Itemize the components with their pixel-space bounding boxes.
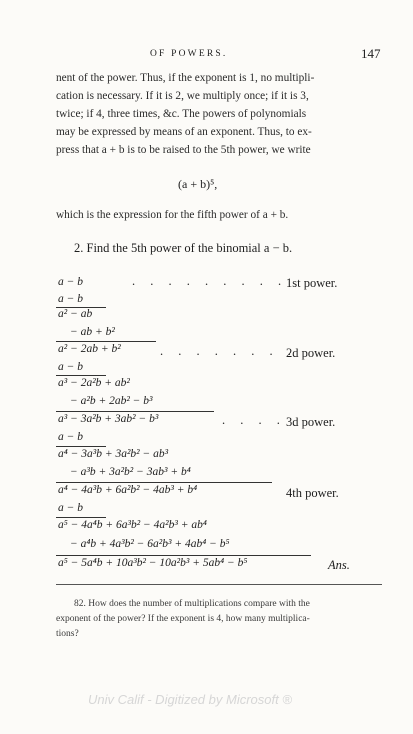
leader-dots: . . . .: [222, 413, 286, 427]
work-row: a − b: [58, 431, 84, 443]
footnote-line: tions?: [56, 629, 79, 639]
rule: [56, 555, 311, 556]
footnote-line: 82. How does the number of multiplications compare with the: [74, 599, 310, 609]
rule: [56, 341, 156, 342]
power-label: 3d power.: [286, 415, 336, 429]
rule: [56, 482, 272, 483]
paragraph-line: nent of the power. Thus, if the exponent is 1, no multipli-: [56, 72, 315, 84]
work-row: a³ − 2a²b + ab²: [58, 377, 130, 389]
answer-label: Ans.: [328, 558, 350, 572]
work-row: a⁵ − 4a⁴b + 6a³b² − 4a²b³ + ab⁴: [58, 519, 207, 531]
watermark: Univ Calif - Digitized by Microsoft ®: [88, 692, 292, 707]
power-label: 2d power.: [286, 346, 336, 360]
work-row: a⁵ − 5a⁴b + 10a³b² − 10a²b³ + 5ab⁴ − b⁵: [58, 557, 248, 569]
work-row: a − b: [58, 276, 84, 288]
work-row: a − b: [58, 361, 84, 373]
rule: [56, 446, 106, 447]
work-row: a² − ab: [58, 308, 93, 320]
leader-dots: . . . . . . . .: [160, 344, 297, 358]
work-row: a² − 2ab + b²: [58, 343, 121, 355]
work-row: a³ − 3a²b + 3ab² − b³: [58, 413, 159, 425]
work-row: a − b: [58, 502, 84, 514]
footnote-rule: [56, 584, 382, 585]
work-row: a⁴ − 4a³b + 6a²b² − 4ab³ + b⁴: [58, 484, 198, 496]
paragraph-line: may be expressed by means of an exponent. Thus, to ex-: [56, 126, 312, 138]
question-heading: 2. Find the 5th power of the binomial a − b.: [74, 241, 293, 255]
work-row: a − b: [58, 293, 84, 305]
page-number: 147: [361, 46, 381, 61]
work-row: − ab + b²: [70, 326, 115, 338]
display-expression: (a + b)⁵,: [178, 177, 218, 191]
paragraph-line: twice; if 4, three times, &c. The powers of polynomials: [56, 108, 307, 120]
work-row: a⁴ − 3a³b + 3a²b² − ab³: [58, 448, 169, 460]
footnote-line: exponent of the power? If the exponent is 4, how many multiplica-: [56, 614, 310, 624]
work-row: − a³b + 3a²b² − 3ab³ + b⁴: [70, 466, 191, 478]
work-row: − a²b + 2ab² − b³: [70, 395, 153, 407]
paragraph-line: press that a + b is to be raised to the 5th power, we write: [56, 144, 311, 156]
rule: [56, 517, 106, 518]
paragraph-line: which is the expression for the fifth power of a + b.: [56, 209, 289, 221]
leader-dots: . . . . . . . . .: [132, 274, 288, 288]
power-label: 1st power.: [286, 276, 338, 290]
rule: [56, 411, 214, 412]
paragraph-line: cation is necessary. If it is 2, we multiply once; if it is 3,: [56, 90, 309, 102]
running-header: OF POWERS.: [150, 49, 228, 59]
power-label: 4th power.: [286, 486, 339, 500]
work-row: − a⁴b + 4a³b² − 6a²b³ + 4ab⁴ − b⁵: [70, 538, 230, 550]
rule: [56, 375, 106, 376]
